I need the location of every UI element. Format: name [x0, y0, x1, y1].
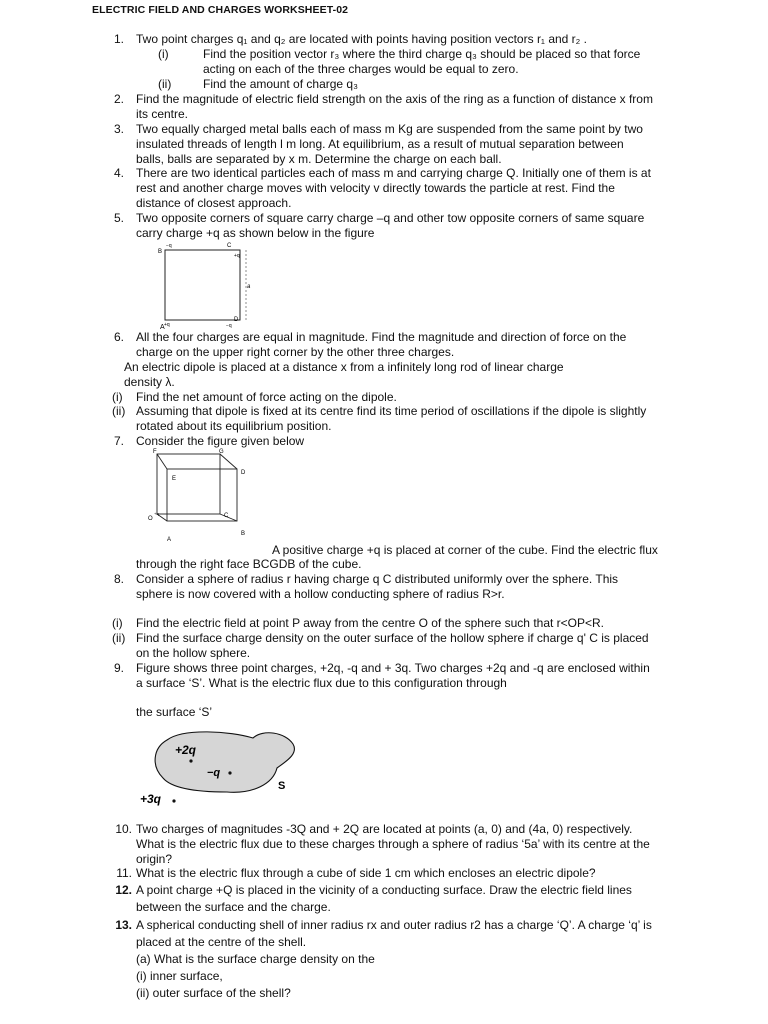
q1-i-text-2: acting on each of the three charges would be equal to zero. — [203, 62, 519, 76]
square-charges-figure — [150, 240, 260, 330]
q6-ii-text: Assuming that dipole is fixed at its centre find its time period of oscillations if the dipole is slightly — [136, 404, 647, 418]
q7-number: 7. — [113, 434, 124, 448]
q13-number: 13. — [115, 918, 132, 932]
q6-text-3: An electric dipole is placed at a distance x from a infinitely long rod of linear charge — [124, 360, 564, 374]
q9-text-3: the surface ‘S’ — [136, 705, 213, 719]
q6-text: All the four charges are equal in magnitude. Find the magnitude and direction of force on the — [136, 330, 627, 344]
q8-ii-text: Find the surface charge density on the outer surface of the hollow sphere if charge q' C is placed — [136, 631, 649, 645]
q8-number: 8. — [113, 572, 124, 586]
q2-number: 2. — [113, 92, 124, 106]
q7-text-3: through the right face BCGDB of the cube. — [136, 557, 362, 571]
square-outline — [165, 250, 240, 320]
charge-label-top-left: −q — [166, 243, 172, 249]
cube-back-face — [157, 454, 220, 514]
corner-label-b: B — [158, 249, 163, 255]
cube-edge — [220, 454, 237, 469]
q3-text: Two equally charged metal balls each of mass m Kg are suspended from the same point by two — [136, 122, 643, 136]
q7-text: Consider the figure given below — [136, 434, 305, 448]
charge-plus-3q-dot — [172, 799, 175, 802]
q12-text: A point charge +Q is placed in the vicinity of a conducting surface. Draw the electric field lines — [136, 883, 632, 897]
q13-text-3: (a) What is the surface charge density on the — [136, 952, 375, 966]
q1-text: Two point charges q₁ and q₂ are located with points having position vectors r₁ and r₂ . — [136, 32, 587, 46]
q4-text: There are two identical particles each of mass m and carrying charge Q. Initially one of them is at — [136, 166, 651, 180]
charge-label-bottom-right: −q — [226, 323, 232, 329]
vertex-label-d: D — [241, 470, 246, 476]
q9-text-2: a surface ‘S’. What is the electric flux due to this configuration through — [136, 676, 507, 690]
q4-text-3: distance of closest approach. — [136, 196, 292, 210]
gaussian-surface-figure — [135, 726, 315, 811]
q5-text-2: carry charge +q as shown below in the figure — [136, 226, 375, 240]
q8-ii-text-2: on the hollow sphere. — [136, 646, 251, 660]
q10-text-3: origin? — [136, 852, 173, 866]
q11-text: What is the electric flux through a cube of side 1 cm which encloses an electric dipole? — [136, 866, 596, 880]
q5-text: Two opposite corners of square carry charge –q and other tow opposite corners of same square — [136, 211, 645, 225]
cube-edge — [157, 454, 167, 469]
q8-ii-label: (ii) — [112, 631, 126, 645]
vertex-label-b: B — [241, 531, 246, 537]
q10-text: Two charges of magnitudes -3Q and + 2Q are located at points (a, 0) and (4a, 0) respectively. — [136, 822, 633, 836]
vertex-label-a: A — [167, 537, 172, 543]
q1-i-label: (i) — [158, 47, 169, 61]
vertex-label-g: G — [219, 449, 224, 455]
page-title: ELECTRIC FIELD AND CHARGES WORKSHEET-02 — [92, 4, 349, 16]
q10-text-2: What is the electric flux due to these charges through a sphere of radius ‘5a’ with its centre at the — [136, 837, 650, 851]
charge-minus-q-dot — [228, 771, 231, 774]
q10-number: 10. — [115, 822, 132, 836]
q8-text-2: sphere is now covered with a hollow conducting sphere of radius R>r. — [136, 587, 505, 601]
charge-label-top-right: +q — [234, 253, 240, 259]
vertex-label-f: F — [153, 449, 157, 455]
surface-s-label: S — [278, 780, 286, 792]
q11-number: 11. — [116, 866, 132, 880]
q1-i-text: Find the position vector r₃ where the third charge q₃ should be placed so that force — [203, 47, 641, 61]
q12-number: 12. — [115, 883, 132, 897]
q6-text-4: density λ. — [124, 375, 175, 389]
corner-label-a: A — [160, 324, 165, 331]
q2-text: Find the magnitude of electric field strength on the axis of the ring as a function of distance x from — [136, 92, 653, 106]
charge-minus-q-label: −q — [207, 767, 221, 779]
corner-label-d: D — [234, 317, 239, 323]
q6-ii-label: (ii) — [112, 404, 126, 418]
q3-number: 3. — [113, 122, 124, 136]
surface-s-blob — [155, 732, 294, 792]
q13-text-4: (i) inner surface, — [136, 969, 223, 983]
q6-ii-text-2: rotated about its equilibrium position. — [136, 419, 332, 433]
charge-label-q: +q — [154, 511, 159, 516]
q13-text: A spherical conducting shell of inner radius rx and outer radius r2 has a charge ‘Q’. A charge ‘q’ is — [136, 918, 652, 932]
q3-text-3: balls, balls are separated by x m. Determine the charge on each ball. — [136, 152, 502, 166]
q1-number: 1. — [113, 32, 124, 46]
q13-text-5: (ii) outer surface of the shell? — [136, 986, 291, 1000]
q1-ii-label: (ii) — [158, 77, 172, 91]
q5-number: 5. — [113, 211, 124, 225]
q3-text-2: insulated threads of length l m long. At equilibrium, as a result of mutual separation between — [136, 137, 624, 151]
vertex-label-e: E — [172, 476, 177, 482]
q2-text-2: its centre. — [136, 107, 189, 121]
vertex-label-c: C — [224, 513, 229, 519]
charge-plus-2q-label: +2q — [175, 743, 197, 757]
corner-label-c: C — [227, 243, 232, 249]
q7-text-2: A positive charge +q is placed at corner of the cube. Find the electric flux — [272, 543, 658, 557]
q1-ii-text: Find the amount of charge q₃ — [203, 77, 358, 91]
q6-number: 6. — [113, 330, 124, 344]
charge-plus-3q-label: +3q — [140, 792, 162, 806]
q8-i-text: Find the electric field at point P away from the centre O of the sphere such that r<OP<R. — [136, 616, 605, 630]
cube-figure — [145, 446, 255, 546]
vertex-label-o: O — [148, 516, 153, 522]
charge-label-bottom-left: +q — [164, 322, 170, 328]
cube-edge — [220, 514, 237, 521]
q4-text-2: rest and another charge moves with velocity v directly towards the particle at rest. Find the — [136, 181, 615, 195]
side-length-label: a — [247, 284, 251, 290]
charge-plus-2q-dot — [189, 759, 192, 762]
q9-number: 9. — [113, 661, 124, 675]
q8-text: Consider a sphere of radius r having charge q C distributed uniformly over the sphere. This — [136, 572, 619, 586]
q6-text-2: charge on the upper right corner by the other three charges. — [136, 345, 455, 359]
q9-text: Figure shows three point charges, +2q, -q and + 3q. Two charges +2q and -q are enclosed within — [136, 661, 650, 675]
q4-number: 4. — [113, 166, 124, 180]
q12-text-2: between the surface and the charge. — [136, 900, 331, 914]
q6-i-text: Find the net amount of force acting on the dipole. — [136, 390, 397, 404]
q8-i-label: (i) — [112, 616, 123, 630]
q13-text-2: placed at the centre of the shell. — [136, 935, 307, 949]
q6-i-label: (i) — [112, 390, 123, 404]
